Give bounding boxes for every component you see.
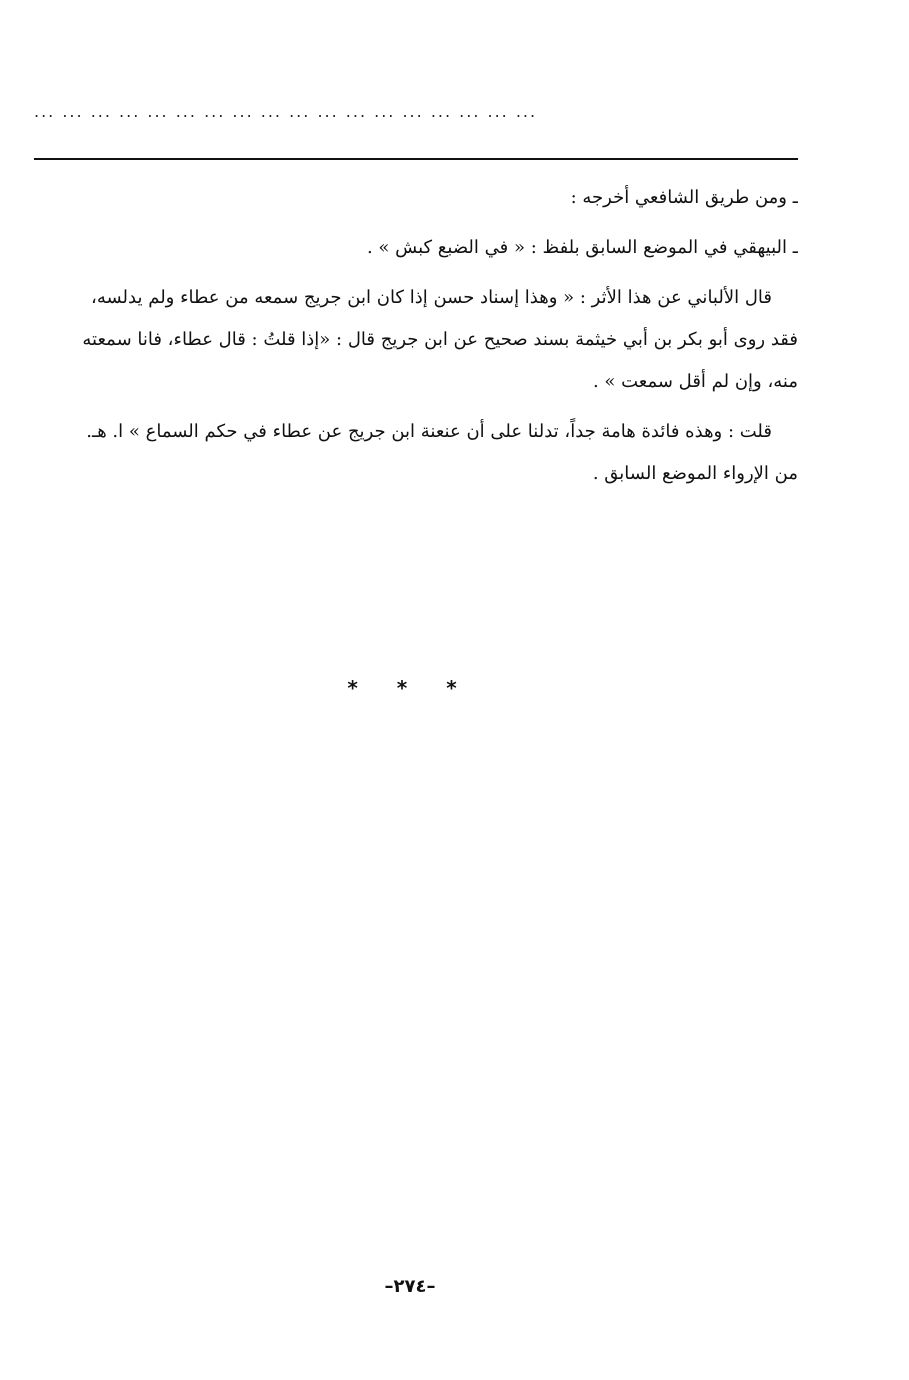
text-line-5: منه، وإن لم أقل سمعت » . xyxy=(592,371,798,392)
text-line-7: من الإرواء الموضع السابق . xyxy=(592,463,798,484)
page-number: –٢٧٤– xyxy=(384,1276,436,1297)
body-text xyxy=(34,180,798,492)
text-line-3: قال الألباني عن هذا الأثر : « وهذا إسناد حسن إذا كان ابن جريج سمعه من عطاء ولم يدلسه، xyxy=(91,287,772,308)
text-line-4: فقد روى أبو بكر بن أبي خيثمة بسند صحيح عن ابن جريج قال : «إذا قلتُ : قال عطاء، فانا سمعته xyxy=(82,329,798,350)
section-stars: * * * xyxy=(347,676,473,700)
text-line-6: قلت : وهذه فائدة هامة جداً، تدلنا على أن عنعنة ابن جريج عن عطاء في حكم السماع » ا. هـ. xyxy=(86,421,772,442)
footnote-rule xyxy=(34,158,798,160)
text-line-2: ـ البيهقي في الموضع السابق بلفظ : « في الضبع كبش » . xyxy=(366,237,798,258)
separator-dots: ... ... ... ... ... ... ... ... ... ... ... ... ... ... ... ... ... ... xyxy=(34,102,538,121)
text-line-1: ـ ومن طريق الشافعي أخرجه : xyxy=(570,187,798,208)
